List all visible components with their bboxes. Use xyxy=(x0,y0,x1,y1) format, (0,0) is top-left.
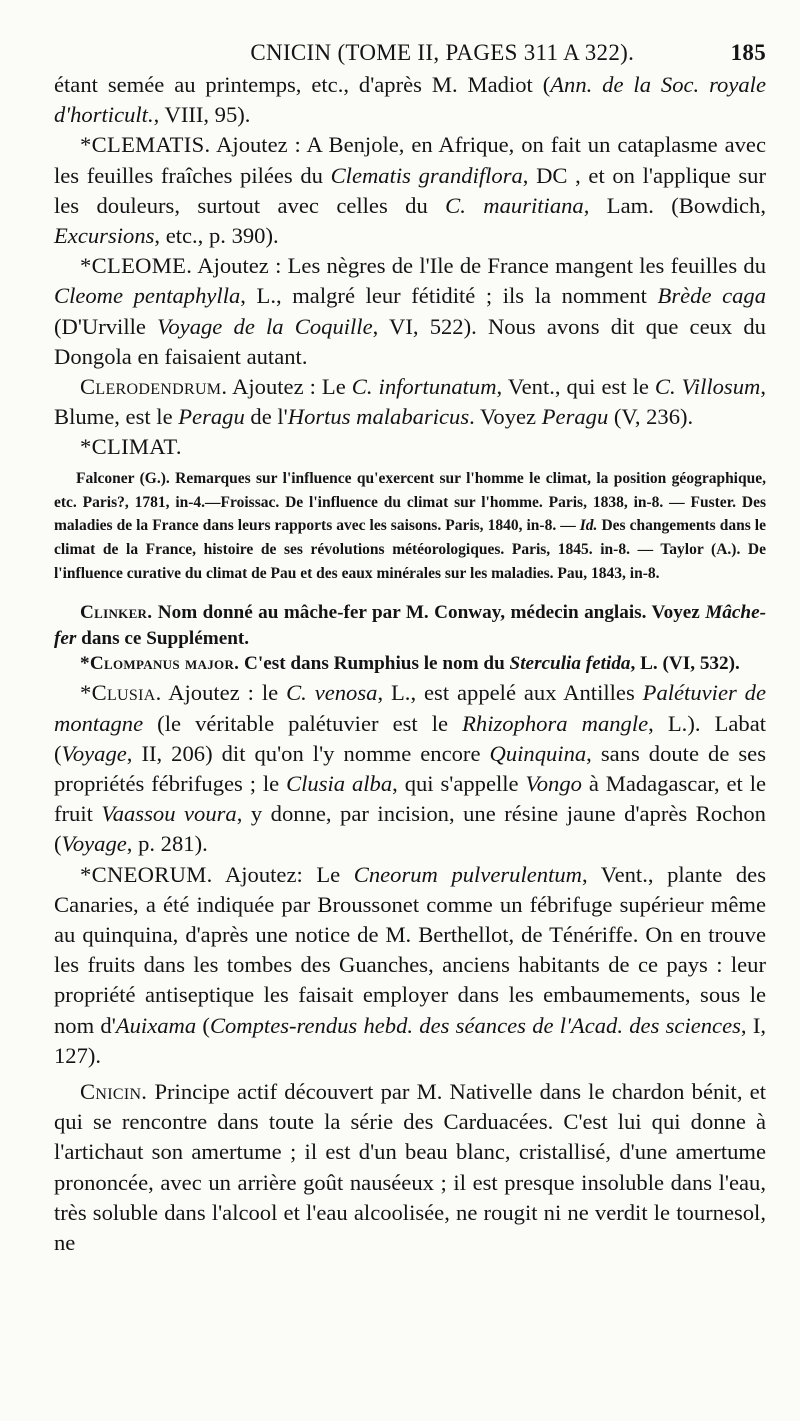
entry-heading: Clinker. xyxy=(80,602,153,624)
climat-bibliography: Falconer (G.). Remarques sur l'influence qu'exercent sur l'homme le climat, la position géographique, etc. Paris?, 1781, in-4.—Froissac. De l'influence du climat sur l'homme. Paris, 1838, in-8. — Fuster. Des maladies de la France dans leurs rapports avec les saisons. Paris, 1840, in-8. — Id. Des changements dans le climat de la France, histoire de ses révolutions météorologiques. Paris, 1845. in-8. — Taylor (A.). De l'influence curative du climat de Pau et des eaux minérales sur les maladies. Pau, 1843, in-8. xyxy=(54,469,766,583)
page-header xyxy=(54,38,766,68)
entry-climat xyxy=(54,432,766,462)
entry-heading: *CLIMAT. xyxy=(80,434,182,460)
entry-clusia: *Clusia. Ajoutez : le C. venosa, L., est appelé aux Antilles Palétuvier de montagne (le véritable palétuvier est le Rhizophora mangle, L.). Labat (Voyage, II, 206) dit qu'on l'y nomme encore Quinquina, sans doute de ses propriétés fébrifuges ; le Clusia alba, qui s'appelle Vongo à Madagascar, et le fruit Vaassou voura, y donne, par incision, une résine jaune d'après Rochon (Voyage, p. 281). xyxy=(54,680,767,857)
entry-clematis: *CLEMATIS. Ajoutez : A Benjole, en Afrique, on fait un cataplasme avec les feuilles fraîches pilées du Clematis grandiflora, DC , et on l'applique sur les douleurs, surtout avec celles du C. mauritiana, Lam. (Bowdich, Excursions, etc., p. 390). xyxy=(54,132,767,249)
entry-cleome: *CLEOME. Ajoutez : Les nègres de l'Ile de France mangent les feuilles du Cleome pentaphylla, L., malgré leur fétidité ; ils la nomment Brède caga (D'Urville Voyage de la Coquille, VI, 522). Nous avons dit que ceux du Dongola en faisaient autant. xyxy=(54,253,767,369)
running-title: CNICIN (TOME II, PAGES 311 A 322). xyxy=(250,40,635,65)
entry-heading: *CLEOME. xyxy=(80,253,193,279)
entry-clompanus: *Clompanus major. C'est dans Rumphius le nom du Sterculia fetida, L. (VI, 532). xyxy=(80,652,740,674)
entry-cneorum: *CNEORUM. Ajoutez: Le Cneorum pulverulentum, Vent., plante des Canaries, a été indiquée par Broussonet comme un fébrifuge supérieur même au quinquina, d'après une notice de M. Berthellot, de Ténériffe. On en trouve les fruits dans les tombes des Guanches, anciens habitants de ce pays : leur propriété antiseptique les faisait employer dans les embaumements, sous le nom d'Auixama (Comptes-rendus hebd. des séances de l'Acad. des sciences, I, 127). xyxy=(54,861,766,1068)
entry-heading: Cnicin. xyxy=(80,1079,148,1105)
entry-clinker: Clinker. Nom donné au mâche-fer par M. Conway, médecin anglais. Voyez Mâche-fer dans ce Supplément. xyxy=(54,602,766,649)
entry-cnicin: Cnicin. Principe actif découvert par M. Nativelle dans le chardon bénit, et qui se rencontre dans toute la série des Carduacées. C'est lui qui donne à l'artichaut son amertume ; il est d'un beau blanc, cristallisé, d'une amertume prononcée, avec un arrière goût nauséeux ; il est presque insoluble dans l'eau, très soluble dans l'alcool et l'eau alcoolisée, ne rougit ni ne verdit le tournesol, ne xyxy=(54,1079,766,1256)
continued-paragraph: étant semée au printemps, etc., d'après M. Madiot (Ann. de la Soc. royale d'horticult., VIII, 95). xyxy=(54,72,766,128)
entry-clerodendrum: Clerodendrum. Ajoutez : Le C. infortunatum, Vent., qui est le C. Villosum, Blume, est le Peragu de l'Hortus malabaricus. Voyez Peragu (V, 236). xyxy=(54,374,766,430)
entry-heading: Clerodendrum. xyxy=(80,374,228,400)
page-number: 185 xyxy=(730,40,766,65)
entry-heading: *Clompanus major. xyxy=(80,652,240,674)
entry-heading: *CLEMATIS. xyxy=(80,132,211,158)
entry-heading: *Clusia. xyxy=(80,680,162,706)
entry-heading: *CNEORUM. xyxy=(80,861,213,887)
